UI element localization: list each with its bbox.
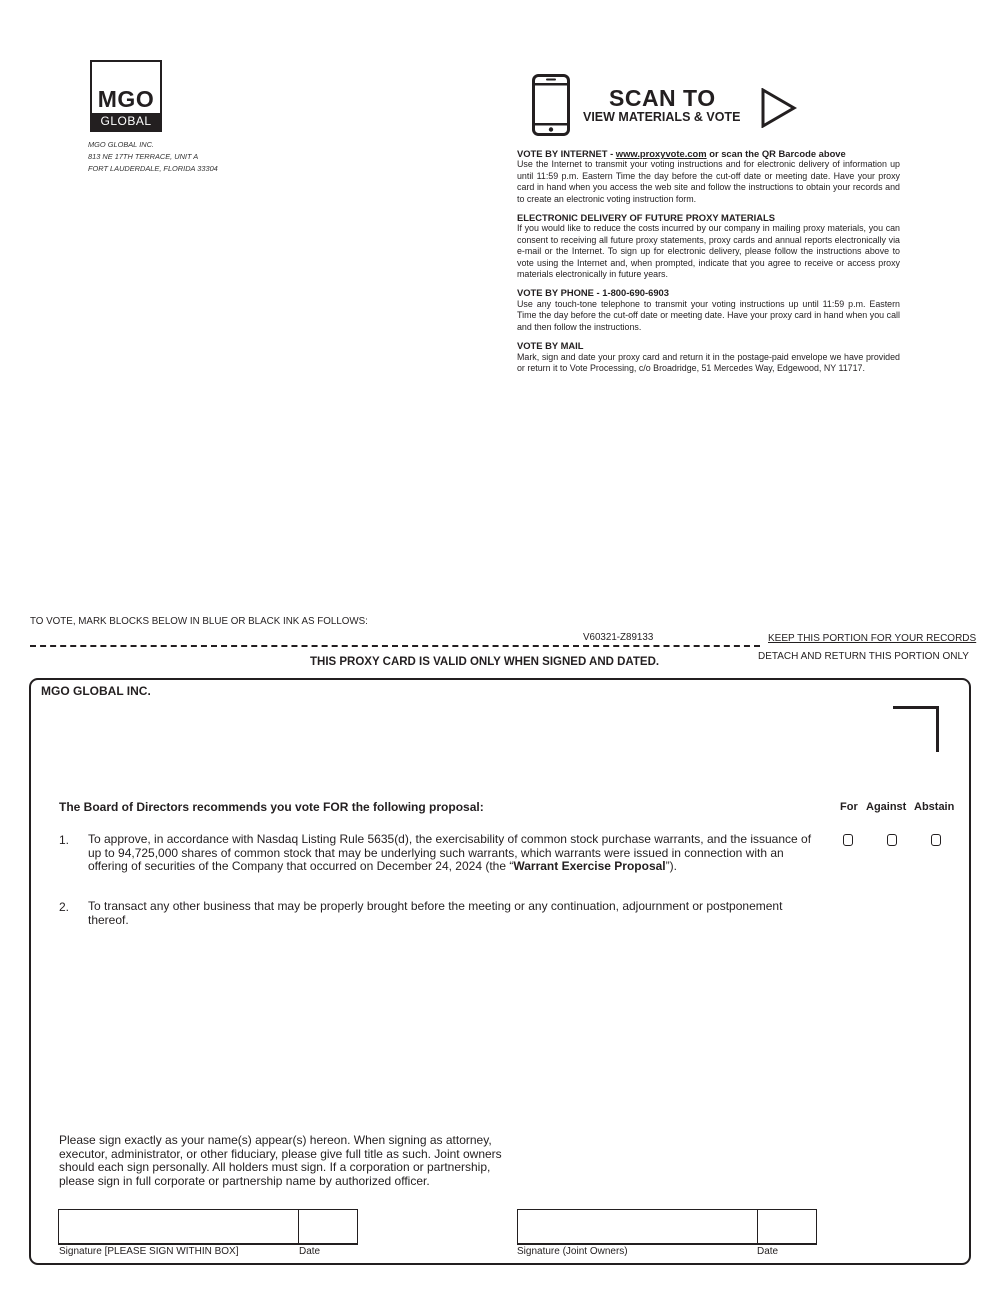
joint-date-label: Date <box>757 1246 779 1257</box>
company-address <box>88 139 218 175</box>
scan-subtitle: VIEW MATERIALS & VOTE <box>583 110 741 124</box>
play-arrow-icon <box>761 88 797 128</box>
proposal-2-number: 2. <box>59 900 70 914</box>
proposal-1-text-after: ”). <box>665 859 677 873</box>
proposal-2-text: To transact any other business that may be properly brought before the meeting or any continuation, adjournment or postponement thereof. <box>88 899 783 927</box>
proposal-1-text-before: To approve, in accordance with Nasdaq Listing Rule 5635(d), the exercisability of common stock purchase warrants, and the issuance of up to 94,725,000 shares of common stock that may be underlying such warrants, which warrants were issued in connection with an offering of securities of the Company that occurred on December 24, 2024 (the “ <box>88 832 812 873</box>
keep-portion-label: KEEP THIS PORTION FOR YOUR RECORDS <box>768 633 977 644</box>
proposal-1-against-checkbox[interactable] <box>887 834 897 846</box>
smartphone-icon <box>532 74 570 136</box>
mail-section <box>517 340 900 374</box>
phone-body: Use any touch-tone telephone to transmit your voting instructions up until 11:59 p.m. Eastern Time the day before the cut-off date or meeting date. Have your proxy card in hand when you call and then follow the instructions. <box>517 298 900 332</box>
joint-signature-box[interactable] <box>517 1209 817 1245</box>
address-line: MGO GLOBAL INC. <box>88 140 154 149</box>
electronic-delivery-section <box>517 212 900 280</box>
column-abstain: Abstain <box>914 801 955 813</box>
proposal-1-number: 1. <box>59 833 70 847</box>
registration-corner-mark <box>893 706 939 752</box>
internet-heading-suffix: or scan the QR Barcode above <box>706 148 846 159</box>
control-number: V60321-Z89133 <box>583 632 654 643</box>
logo-sub-text: GLOBAL <box>92 113 160 130</box>
address-line: FORT LAUDERDALE, FLORIDA 33304 <box>88 164 218 173</box>
detach-line <box>30 645 760 647</box>
valid-only-notice: THIS PROXY CARD IS VALID ONLY WHEN SIGNED AND DATED. <box>310 656 660 668</box>
joint-signature-label: Signature (Joint Owners) <box>517 1246 628 1257</box>
proxyvote-link[interactable]: www.proxyvote.com <box>615 148 707 159</box>
address-line: 813 NE 17TH TERRACE, UNIT A <box>88 152 199 161</box>
internet-heading-prefix: VOTE BY INTERNET - <box>517 148 616 159</box>
vote-marks-instruction: TO VOTE, MARK BLOCKS BELOW IN BLUE OR BLACK INK AS FOLLOWS: <box>30 616 368 627</box>
internet-body: Use the Internet to transmit your voting instructions and for electronic delivery of information up until 11:59 p.m. Eastern Time the day before the cut-off date or meeting date. Have your proxy card in hand when you access the web site and follow the instructions to obtain your records and to create an electronic voting instruction form. <box>517 159 900 204</box>
proposal-1-text-bold: Warrant Exercise Proposal <box>513 859 666 873</box>
joint-signature-date-divider <box>757 1209 758 1245</box>
card-company-name: MGO GLOBAL INC. <box>41 684 151 698</box>
mail-body: Mark, sign and date your proxy card and return it in the postage-paid envelope we have provided or return it to Vote Processing, c/o Broadridge, 51 Mercedes Way, Edgewood, NY 11717. <box>517 351 900 373</box>
internet-section <box>517 148 900 205</box>
mail-heading: VOTE BY MAIL <box>517 340 584 352</box>
proposal-1-text <box>88 833 823 874</box>
signing-instructions: Please sign exactly as your name(s) appear(s) hereon. When signing as attorney, executor, administrator, or other fiduciary, please give full title as such. Joint owners should each sign personally. All holders must sign. If a corporation or partnership, please sign in full corporate or partnership name by authorized officer. <box>59 1133 502 1188</box>
proposal-1-for-checkbox[interactable] <box>843 834 853 846</box>
column-against: Against <box>866 801 907 813</box>
phone-section <box>517 287 900 333</box>
internet-heading <box>517 148 900 159</box>
date-label: Date <box>299 1246 321 1257</box>
proposal-1-abstain-checkbox[interactable] <box>931 834 941 846</box>
electronic-delivery-body: If you would like to reduce the costs incurred by our company in mailing proxy materials, you can consent to receiving all future proxy statements, proxy cards and annual reports electronically via e-mail or the Internet. To sign up for electronic delivery, please follow the instructions above to vote using the Internet and, when prompted, indicate that you agree to receive or access proxy materials electronically in future years. <box>517 223 900 280</box>
voting-instructions <box>517 148 900 381</box>
signature-box[interactable] <box>58 1209 358 1245</box>
company-logo <box>90 60 162 132</box>
column-for: For <box>840 801 858 813</box>
phone-heading: VOTE BY PHONE - 1-800-690-6903 <box>517 287 669 299</box>
logo-main-text: MGO <box>97 86 155 112</box>
detach-return-label: DETACH AND RETURN THIS PORTION ONLY <box>758 651 969 662</box>
scan-title: SCAN TO <box>609 85 716 111</box>
signature-date-divider <box>298 1209 299 1245</box>
electronic-delivery-heading: ELECTRONIC DELIVERY OF FUTURE PROXY MATERIALS <box>517 212 776 224</box>
signature-label: Signature [PLEASE SIGN WITHIN BOX] <box>59 1246 239 1257</box>
board-recommendation: The Board of Directors recommends you vote FOR the following proposal: <box>59 800 484 814</box>
